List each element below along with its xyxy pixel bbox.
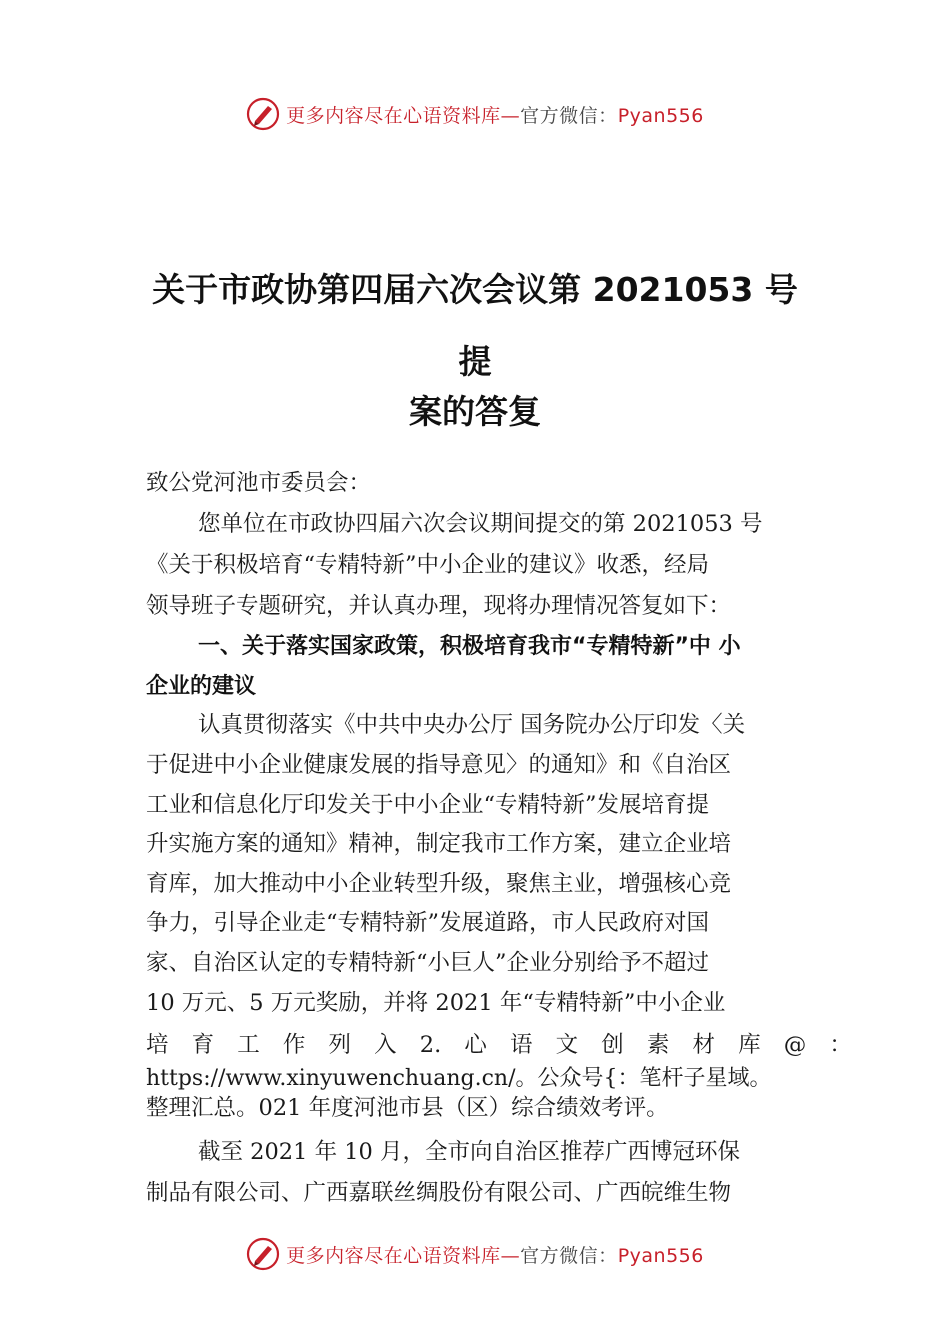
paragraph-line: 《关于积极培育“专精特新”中小企业的建议》收悉，经局 — [146, 552, 710, 578]
paragraph-line: 截至 2021 年 10 月，全市向自治区推荐广西博冠环保 — [198, 1139, 741, 1165]
spaced-char: 入 — [374, 1032, 397, 1058]
document-title-line-2: 提 — [458, 342, 492, 381]
spaced-char: 工 — [237, 1032, 260, 1058]
paragraph-line: 制品有限公司、广西嘉联丝绸股份有限公司、广西皖维生物 — [146, 1180, 732, 1206]
spaced-char: 材 — [692, 1032, 715, 1058]
paragraph-line: 家、自治区认定的专精特新“小巨人”企业分别给予不超过 — [146, 950, 710, 976]
spaced-char: 文 — [555, 1032, 579, 1058]
section-heading: 一、关于落实国家政策，积极培育我市“专精特新”中 小 — [198, 634, 741, 659]
document-title-line-3: 案的答复 — [409, 392, 541, 431]
paragraph-line: 育库，加大推动中小企业转型升级，聚焦主业，增强核心竞 — [146, 871, 732, 897]
footer-watermark-banner — [0, 1234, 950, 1274]
banner-text: 更多内容尽在心语资料库—官方微信：Pyan556 — [286, 104, 704, 127]
spaced-char: 素 — [646, 1032, 670, 1058]
section-heading: 企业的建议 — [146, 674, 257, 699]
paragraph-line: 整理汇总。021 年度河池市县（区）综合绩效考评。 — [146, 1095, 669, 1121]
spaced-char: 心 — [464, 1032, 487, 1058]
salutation: 致公党河池市委员会： — [146, 470, 372, 496]
logo-icon — [246, 97, 280, 131]
spaced-char: 创 — [601, 1032, 624, 1058]
watermark-url-line: https://www.xinyuwenchuang.cn/。公众号{：笔杆子星域。 — [146, 1066, 772, 1091]
spaced-char: 育 — [191, 1032, 215, 1058]
spaced-char: 2. — [419, 1032, 442, 1058]
paragraph-line: 认真贯彻落实《中共中央办公厅 国务院办公厅印发〈关 — [198, 712, 746, 738]
paragraph-line: 升实施方案的通知》精神，制定我市工作方案，建立企业培 — [146, 831, 732, 857]
paragraph-line: 争力，引导企业走“专精特新”发展道路，市人民政府对国 — [146, 910, 710, 936]
watermark-spaced-line — [146, 1030, 852, 1060]
spaced-char: 作 — [282, 1032, 306, 1058]
paragraph-line: 工业和信息化厅印发关于中小企业“专精特新”发展培育提 — [146, 792, 710, 818]
spaced-char: ： — [829, 1032, 852, 1058]
spaced-char: 库 — [738, 1032, 761, 1058]
banner-text: 更多内容尽在心语资料库—官方微信：Pyan556 — [286, 1244, 704, 1267]
paragraph-line: 于促进中小企业健康发展的指导意见〉的通知》和《自治区 — [146, 752, 732, 778]
paragraph-line: 领导班子专题研究，并认真办理，现将办理情况答复如下： — [146, 593, 732, 619]
spaced-char: 培 — [146, 1032, 169, 1058]
logo-icon — [246, 1237, 280, 1271]
spaced-char: 语 — [509, 1032, 533, 1058]
paragraph-line: 10 万元、5 万元奖励，并将 2021 年“专精特新”中小企业 — [146, 990, 726, 1016]
header-watermark-banner — [0, 94, 950, 134]
document-title-line-1: 关于市政协第四届六次会议第 2021053 号 — [152, 270, 798, 309]
spaced-char: 列 — [328, 1032, 352, 1058]
paragraph-line: 您单位在市政协四届六次会议期间提交的第 2021053 号 — [198, 511, 763, 537]
spaced-char: @ — [783, 1032, 807, 1058]
